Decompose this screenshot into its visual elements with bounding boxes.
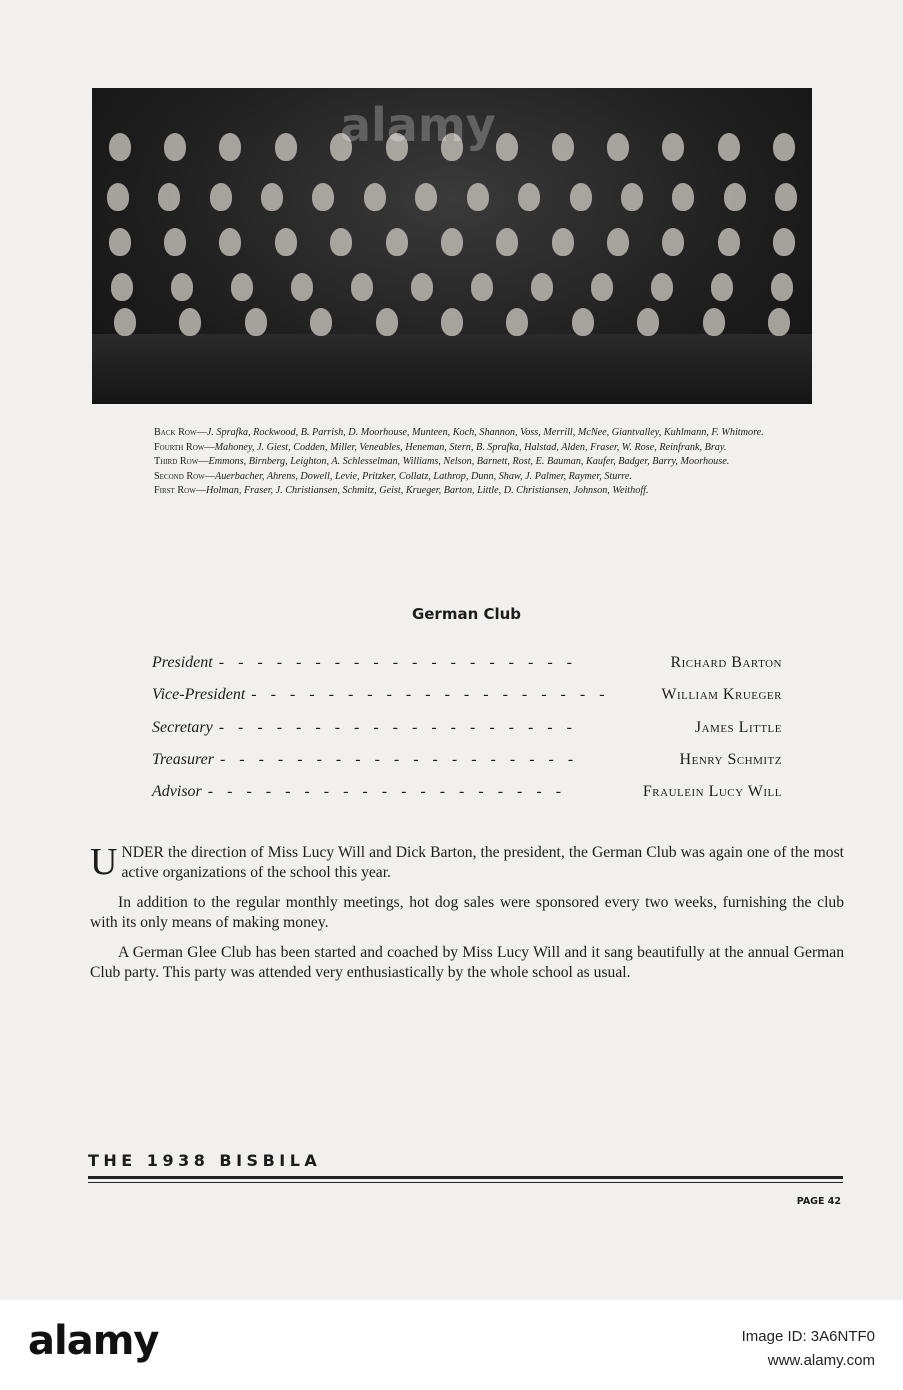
officer-row: Secretary ------------------- James Little (152, 718, 782, 736)
officer-row: Vice-President ------------------- William Krueger (152, 686, 782, 704)
image-id: Image ID: 3A6NTF0 (741, 1328, 875, 1345)
caption-row: Back Row—J. Sprafka, Rockwood, B. Parrish, D. Moorhouse, Munteen, Koch, Shannon, Voss, Merrill, McNee, Giantvalley, Kuhlmann, F. Whitmore. (154, 427, 764, 438)
paragraph: In addition to the regular monthly meetings, hot dog sales were sponsored every two weeks, furnishing the club with its only means of making money. (90, 894, 844, 931)
yearbook-title: THE 1938 BISBILA (88, 1151, 322, 1170)
caption-row: Fourth Row—Mahoney, J. Giest, Codden, Miller, Veneables, Heneman, Stern, B. Sprafka, Halstad, Alden, Fraser, W. Rose, Reinfrank, Bray. (154, 441, 727, 453)
officer-list (152, 654, 782, 815)
article-body (90, 843, 844, 993)
caption-row: Third Row—Emmons, Birnberg, Leighton, A. Schlesselman, Williams, Nelson, Barnett, Rost, E. Bauman, Kaufer, Badger, Barry, Moorhouse. (154, 456, 730, 467)
paragraph: A German Glee Club has been started and coached by Miss Lucy Will and it sang beautifully at the annual German Club party. This party was attended very enthusiastically by the whole school as usual. (90, 944, 844, 981)
officer-row: Advisor ------------------- Fraulein Lucy Will (152, 783, 782, 801)
caption-row: Second Row—Auerbacher, Ahrens, Dowell, Levie, Pritzker, Collatz, Lathrop, Dunn, Shaw, J. Palmer, Raymer, Sturre. (154, 470, 632, 482)
watermark-info (742, 1325, 875, 1373)
watermark-overlay: alamy (340, 98, 496, 152)
section-title: German Club (411, 605, 522, 623)
footer-rule (88, 1182, 843, 1183)
footer-rule (88, 1176, 843, 1179)
paragraph: UNDER the direction of Miss Lucy Will and Dick Barton, the president, the German Club was again one of the most active organizations of the school this year. (90, 841, 844, 883)
officer-row: Treasurer ------------------- Henry Schmitz (152, 750, 782, 768)
caption-row: First Row—Holman, Fraser, J. Christiansen, Schmitz, Geist, Krueger, Barton, Little, D. Christiansen, Johnson, Weithoff. (154, 485, 649, 496)
page-number: PAGE 42 (796, 1196, 841, 1207)
officer-row: President ------------------- Richard Barton (152, 654, 782, 671)
photo-caption (154, 428, 784, 501)
alamy-logo: alamy (28, 1318, 159, 1364)
watermark-url: www.alamy.com (767, 1352, 875, 1369)
